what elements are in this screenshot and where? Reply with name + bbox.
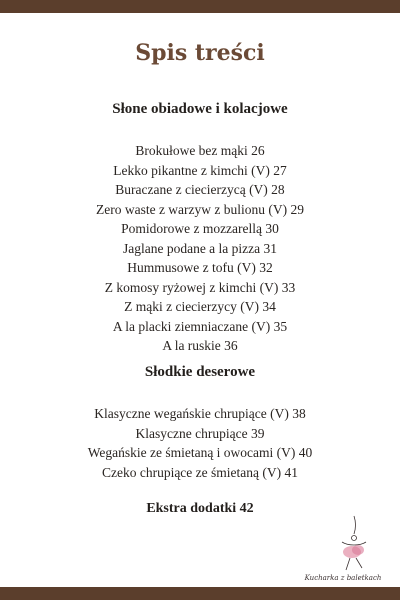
toc-entry[interactable]: Brokułowe bez mąki 26 <box>135 143 265 158</box>
extras-entry[interactable]: Ekstra dodatki 42 <box>146 501 254 516</box>
bottom-border-band <box>0 587 400 600</box>
toc-entry[interactable]: Zero waste z warzyw z bulionu (V) 29 <box>95 201 305 217</box>
toc-entry[interactable]: Z komosy ryżowej z kimchi (V) 33 <box>104 279 296 295</box>
toc-entry[interactable]: Buraczane z ciecierzycą (V) 28 <box>115 182 285 197</box>
toc-entry[interactable]: A la placki ziemniaczane (V) 35 <box>112 318 288 334</box>
sweet-recipe-list <box>0 404 400 482</box>
toc-entry[interactable]: A la ruskie 36 <box>162 338 238 353</box>
top-border-band <box>0 0 400 13</box>
page-title: Spis treści <box>135 40 265 66</box>
toc-entry[interactable]: Wegańskie ze śmietaną i owocami (V) 40 <box>87 445 313 460</box>
toc-entry[interactable]: Jaglane podane a la pizza 31 <box>122 240 278 256</box>
toc-entry[interactable]: Czeko chrupiące ze śmietaną (V) 41 <box>101 464 299 480</box>
brand-logo-text: Kucharka z baletkach <box>304 574 382 582</box>
toc-entry[interactable]: Lekko pikantne z kimchi (V) 27 <box>113 162 287 178</box>
toc-entry[interactable]: Z mąki z ciecierzycy (V) 34 <box>124 299 276 314</box>
toc-entry[interactable]: Klasyczne wegańskie chrupiące (V) 38 <box>94 406 306 421</box>
toc-entry[interactable]: Hummusowe z tofu (V) 32 <box>127 260 273 275</box>
section-heading-sweet: Słodkie deserowe <box>144 364 256 380</box>
section-heading-savory: Słone obiadowe i kolacjowe <box>112 101 288 117</box>
toc-entry[interactable]: Klasyczne chrupiące 39 <box>135 425 265 441</box>
savory-recipe-list <box>0 141 400 356</box>
toc-entry[interactable]: Pomidorowe z mozzarellą 30 <box>121 221 279 236</box>
